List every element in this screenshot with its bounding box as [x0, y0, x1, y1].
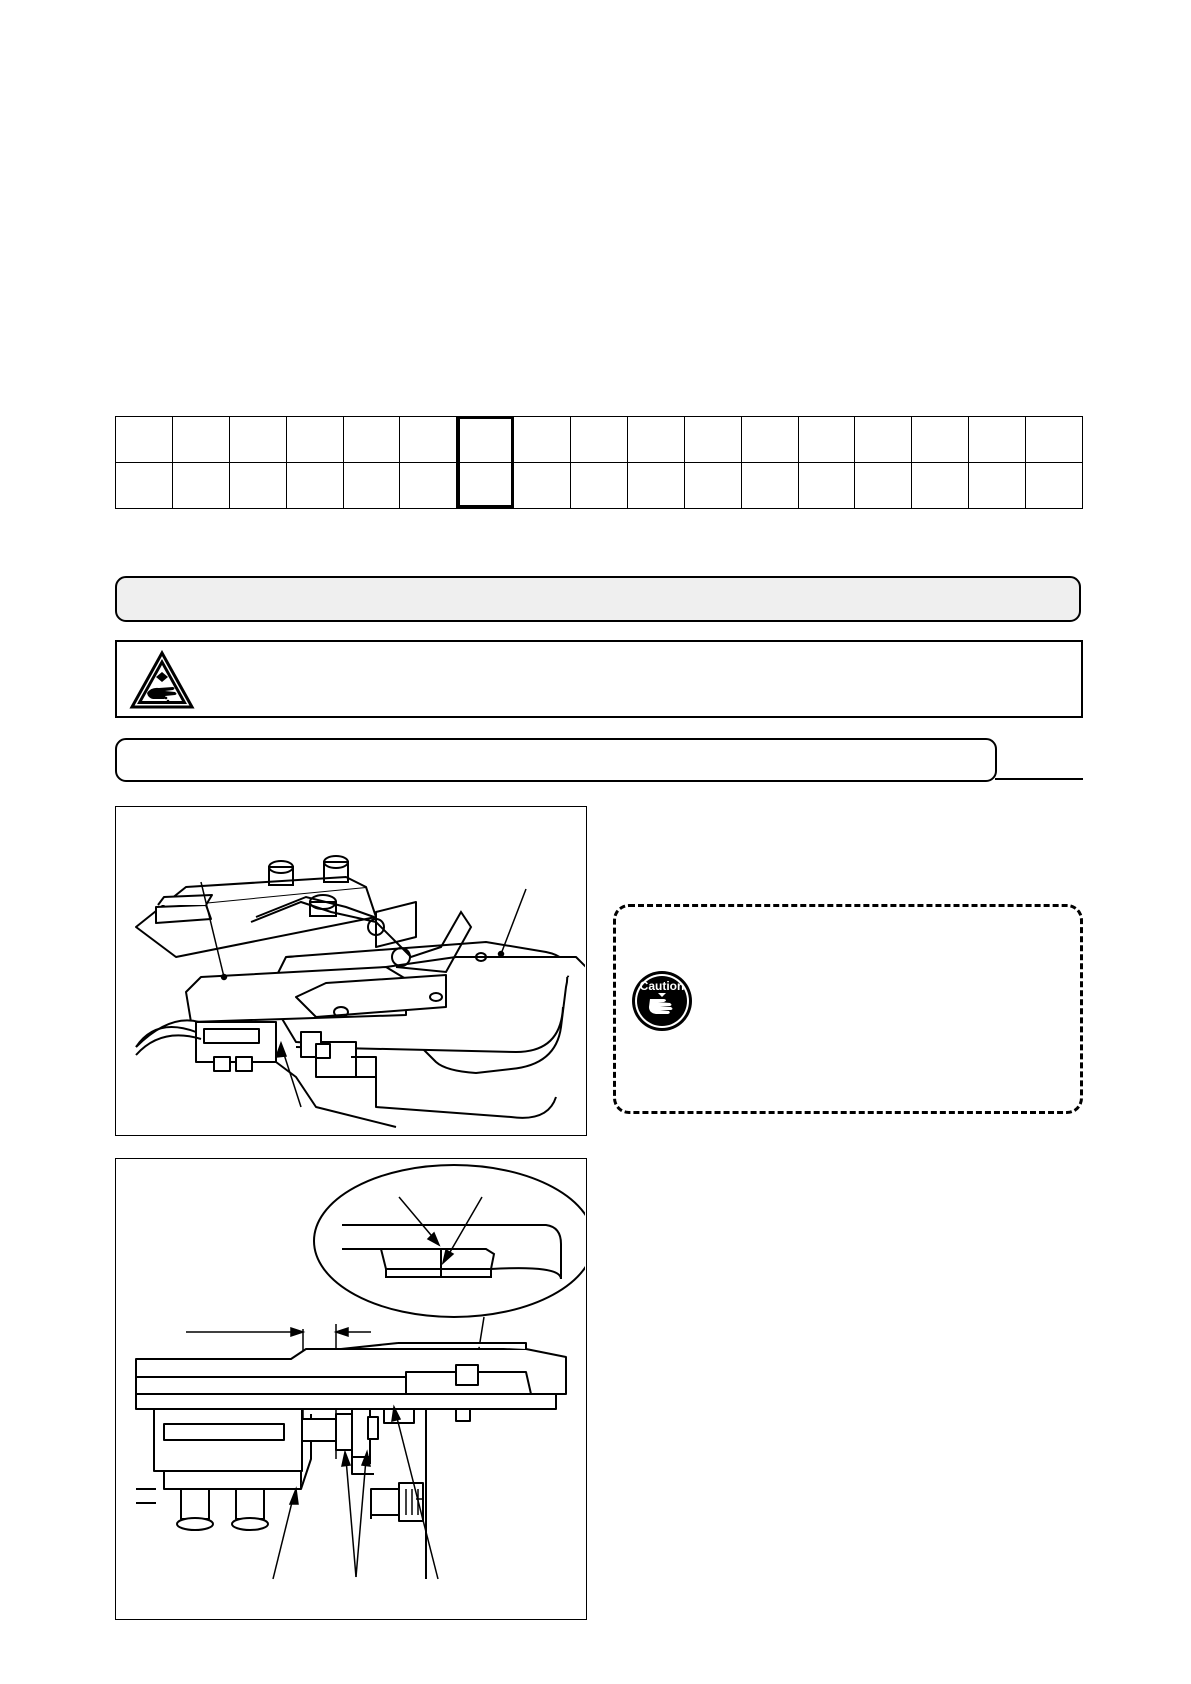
table-cell	[343, 417, 400, 463]
subsection-title	[115, 738, 997, 782]
table-cell	[627, 417, 684, 463]
table-cell	[741, 463, 798, 509]
table-cell	[969, 463, 1026, 509]
caution-hand-icon	[630, 969, 694, 1033]
table-cell	[116, 417, 173, 463]
table-cell	[855, 417, 912, 463]
spec-table	[115, 416, 1083, 509]
knife-adjustment-detail-figure	[115, 1158, 587, 1620]
caution-label: Caution	[639, 979, 685, 993]
table-cell	[400, 463, 457, 509]
warning-box	[115, 640, 1083, 718]
highlighted-column	[457, 416, 514, 508]
table-cell	[172, 463, 229, 509]
knife-assembly-figure	[115, 806, 587, 1136]
table-cell	[798, 417, 855, 463]
table-cell	[741, 417, 798, 463]
table-row	[116, 463, 1083, 509]
table-cell	[172, 417, 229, 463]
table-cell	[684, 463, 741, 509]
table-cell	[229, 463, 286, 509]
knife-adjustment-drawing	[116, 1159, 585, 1618]
table-cell	[514, 417, 571, 463]
table-cell	[684, 417, 741, 463]
table-cell	[912, 417, 969, 463]
subsection-rule	[995, 778, 1083, 780]
table-cell	[400, 417, 457, 463]
table-cell	[343, 463, 400, 509]
section-title	[115, 576, 1081, 622]
table-cell	[229, 417, 286, 463]
table-cell	[627, 463, 684, 509]
table-cell	[571, 417, 628, 463]
table-cell	[798, 463, 855, 509]
table-cell	[571, 463, 628, 509]
table-cell	[116, 463, 173, 509]
table-cell	[286, 463, 343, 509]
table-cell	[286, 417, 343, 463]
caution-box	[613, 904, 1083, 1114]
table-cell	[969, 417, 1026, 463]
table-cell	[1026, 417, 1083, 463]
hand-hazard-icon	[129, 650, 195, 710]
table-cell	[912, 463, 969, 509]
table-row	[116, 417, 1083, 463]
knife-assembly-drawing	[116, 807, 585, 1134]
table-cell	[1026, 463, 1083, 509]
table-cell	[855, 463, 912, 509]
table-cell	[514, 463, 571, 509]
